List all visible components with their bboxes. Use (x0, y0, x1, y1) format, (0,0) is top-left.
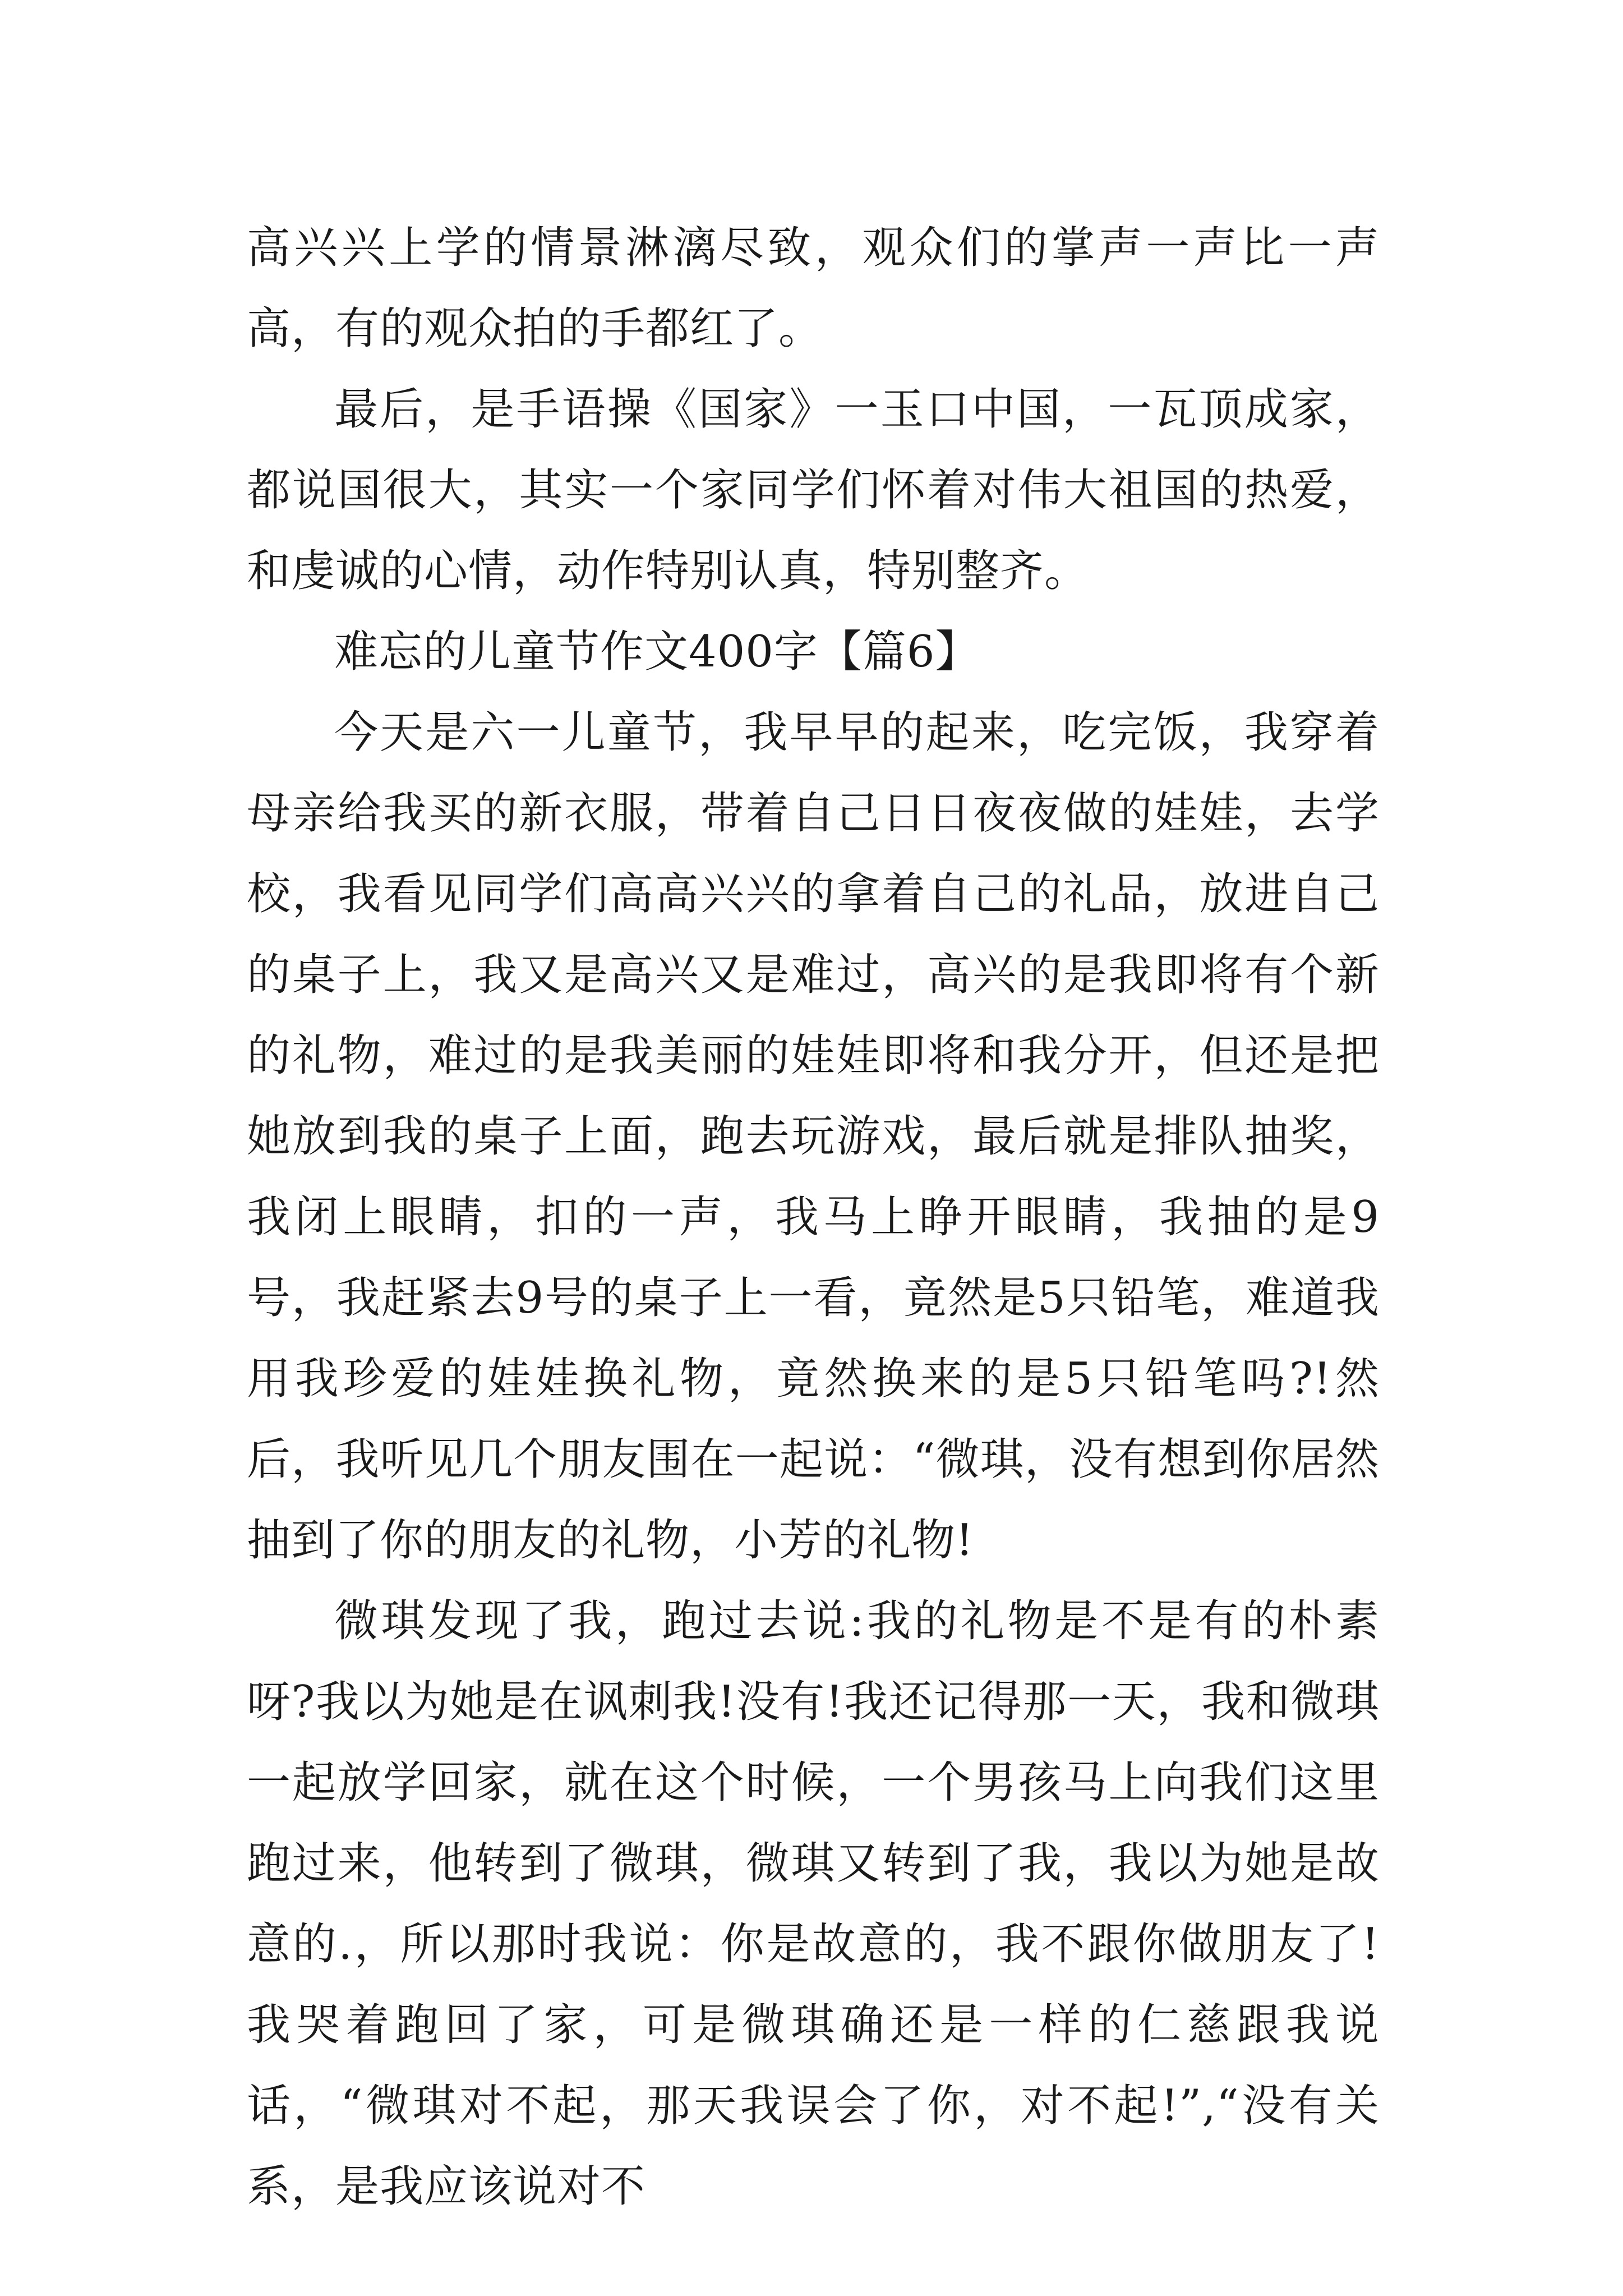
section-heading: 难忘的儿童节作文400字【篇6】 (334, 627, 980, 677)
document-body (247, 208, 1380, 2227)
paragraph-weiqi: 微琪发现了我，跑过去说:我的礼物是不是有的朴素呀?我以为她是在讽刺我!没有!我还记得那一天，我和微琪一起放学回家，就在这个时候，一个男孩马上向我们这里跑过来，他转到了微琪，微琪又转到了我，我以为她是故意的.，所以那时我说：你是故意的，我不跟你做朋友了!我哭着跑回了家，可是微琪确还是一样的仁慈跟我说话，“微琪对不起，那天我误会了你，对不起!”,“没有关系，是我应该说对不 (247, 1596, 1380, 2212)
paragraph-finale: 最后，是手语操《国家》一玉口中国，一瓦顶成家，都说国很大，其实一个家同学们怀着对伟大祖国的热爱，和虔诚的心情，动作特别认真，特别整齐。 (247, 384, 1380, 596)
paragraph-continued: 高兴兴上学的情景淋漓尽致，观众们的掌声一声比一声高，有的观众拍的手都红了。 (247, 223, 1380, 354)
paragraph-childrens-day: 今天是六一儿童节，我早早的起来，吃完饭，我穿着母亲给我买的新衣服，带着自己日日夜夜做的娃娃，去学校，我看见同学们高高兴兴的拿着自己的礼品，放进自己的桌子上，我又是高兴又是难过，高兴的是我即将有个新的礼物，难过的是我美丽的娃娃即将和我分开，但还是把她放到我的桌子上面，跑去玩游戏，最后就是排队抽奖，我闭上眼睛，扣的一声，我马上睁开眼睛，我抽的是9号，我赶紧去9号的桌子上一看，竟然是5只铅笔，难道我用我珍爱的娃娃换礼物，竟然换来的是5只铅笔吗?!然后，我听见几个朋友围在一起说：“微琪，没有想到你居然抽到了你的朋友的礼物，小芳的礼物! (247, 707, 1380, 1566)
